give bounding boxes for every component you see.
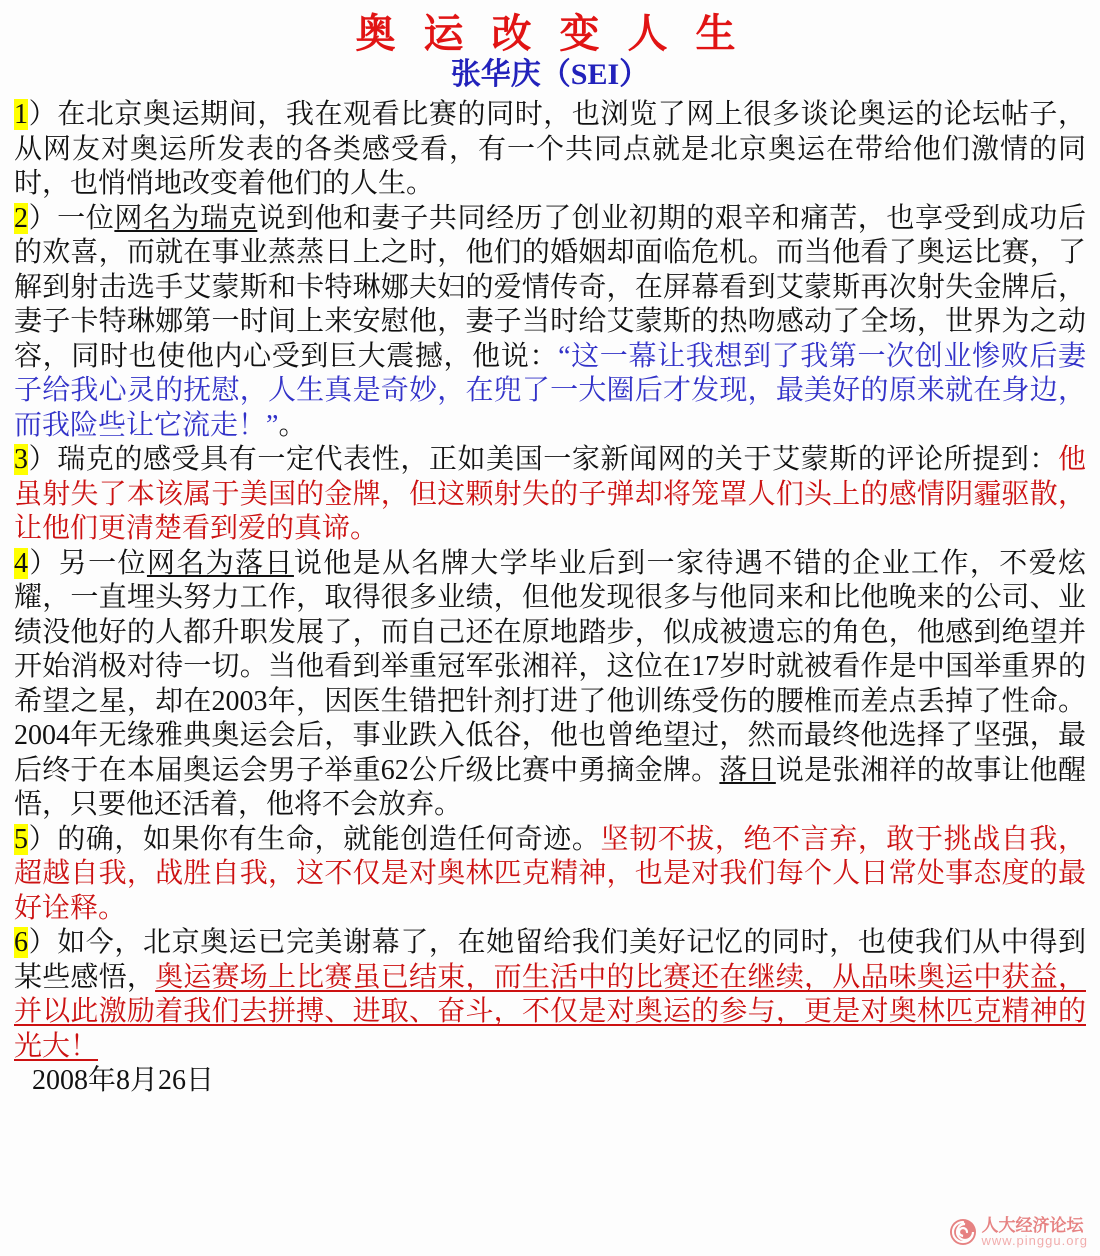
- watermark-text: [982, 1217, 1089, 1248]
- text-segment-normal: 说到他和妻子共同经历了创业初期的艰辛和痛苦，也享受到成功后的欢喜，而就在事业蒸蒸日上之时，他们的婚姻却面临危机。而当他看了奥运比赛，了解到射击选手艾蒙斯和卡特琳娜夫妇的爱情传奇，在屏幕看到艾蒙斯再次射失金牌后，妻子卡特琳娜第一时间上来安慰他，妻子当时给艾蒙斯的热吻感动了全场，世界为之动容，同时也使他内心受到巨大震撼，他说：: [14, 202, 1086, 372]
- pinggu-logo-icon: [949, 1218, 977, 1246]
- text-segment-normal: ）的确，如果你有生命，就能创造任何奇迹。: [28, 823, 601, 855]
- page-subtitle: 张华庆（SEI）: [450, 58, 650, 91]
- text-segment-normal: ）瑞克的感受具有一定代表性，正如美国一家新闻网的关于艾蒙斯的评论所提到：: [28, 444, 1058, 475]
- paragraph-4: [14, 547, 1086, 823]
- paragraph-number: 6: [14, 927, 28, 958]
- paragraph-6: [14, 926, 1086, 1064]
- paragraph-number: 3: [14, 444, 28, 475]
- paragraph-1: [14, 98, 1086, 202]
- watermark-site-url: www.pinggu.org: [981, 1233, 1088, 1249]
- paragraph-2: [14, 202, 1086, 444]
- text-segment-underline: 落日: [719, 754, 776, 786]
- watermark-site-name: 人大经济论坛: [981, 1215, 1084, 1235]
- text-segment-normal: 说是张湘祥的故事让他醒悟，只要他还活着，他将不会放弃。: [14, 754, 1086, 820]
- text-segment-normal: 说他是从名牌大学毕业后到一家待遇不错的企业工作，不爱炫耀，一直埋头努力工作，取得很多业绩，但他发现很多与他同来和比他晚来的公司、业绩没他好的人都升职发展了，而自己还在原地踏步，似成被遗忘的角色，他感到绝望并开始消极对待一切。当他看到举重冠军张湘祥，这位在17岁时就被看作是中国举重界的希望之星，却在2003年，因医生错把针剂打进了他训练受伤的腰椎而差点丢掉了性命。2004年无缘雅典奥运会后，事业跌入低谷，他也曾绝望过，然而最终他选择了坚强，最后终于在本届奥运会男子举重62公斤级比赛中勇摘金牌。: [14, 547, 1086, 786]
- text-segment-normal: 。: [278, 409, 307, 441]
- document-body: [0, 98, 1100, 1064]
- watermark: [949, 1217, 1089, 1248]
- date-line: 2008年8月26日: [32, 1065, 215, 1096]
- paragraph-number: 1: [14, 99, 28, 130]
- paragraph-5: [14, 823, 1086, 927]
- text-segment-normal: ）在北京奥运期间，我在观看比赛的同时，也浏览了网上很多谈论奥运的论坛帖子，从网友对奥运所发表的各类感受看，有一个共同点就是北京奥运在带给他们激情的同时，也悄悄地改变着他们的人生。: [14, 99, 1086, 199]
- text-segment-red-underline: 奥运赛场上比赛虽已结束，而生活中的比赛还在继续，从品味奥运中获益，并以此激励着我们去拼搏、进取、奋斗，不仅是对奥运的参与，更是对奥林匹克精神的光大！: [14, 961, 1086, 1062]
- page-title: 奥 运 改 变 人 生: [355, 11, 745, 56]
- text-segment-normal: ）如今，北京奥运已完美谢幕了，在她留给我们美好记忆的同时，也使我们从中得到某些感悟，: [14, 927, 1086, 993]
- paragraph-number: 4: [14, 547, 28, 579]
- paragraph-number: 2: [14, 202, 28, 234]
- paragraph-3: [14, 443, 1086, 547]
- text-segment-normal: ）另一位: [28, 547, 147, 579]
- text-segment-red: 他虽射失了本该属于美国的金牌，但这颗射失的子弹却将笼罩人们头上的感情阴霾驱散，让他们更清楚看到爱的真谛。: [14, 444, 1086, 544]
- text-segment-red: 坚韧不拔，绝不言弃，敢于挑战自我，超越自我，战胜自我，这不仅是对奥林匹克精神，也是对我们每个人日常处事态度的最好诠释。: [14, 823, 1086, 924]
- paragraph-number: 5: [14, 823, 28, 855]
- text-segment-underline: 网名为落日: [146, 547, 294, 579]
- text-segment-normal: ）一位: [28, 202, 115, 234]
- text-segment-blue: “这一幕让我想到了我第一次创业惨败后妻子给我心灵的抚慰，人生真是奇妙，在兜了一大圈后才发现，最美好的原来就在身边，而我险些让它流走！”: [14, 340, 1086, 441]
- text-segment-underline: 网名为瑞克: [114, 202, 258, 234]
- document-page: [0, 10, 1100, 1249]
